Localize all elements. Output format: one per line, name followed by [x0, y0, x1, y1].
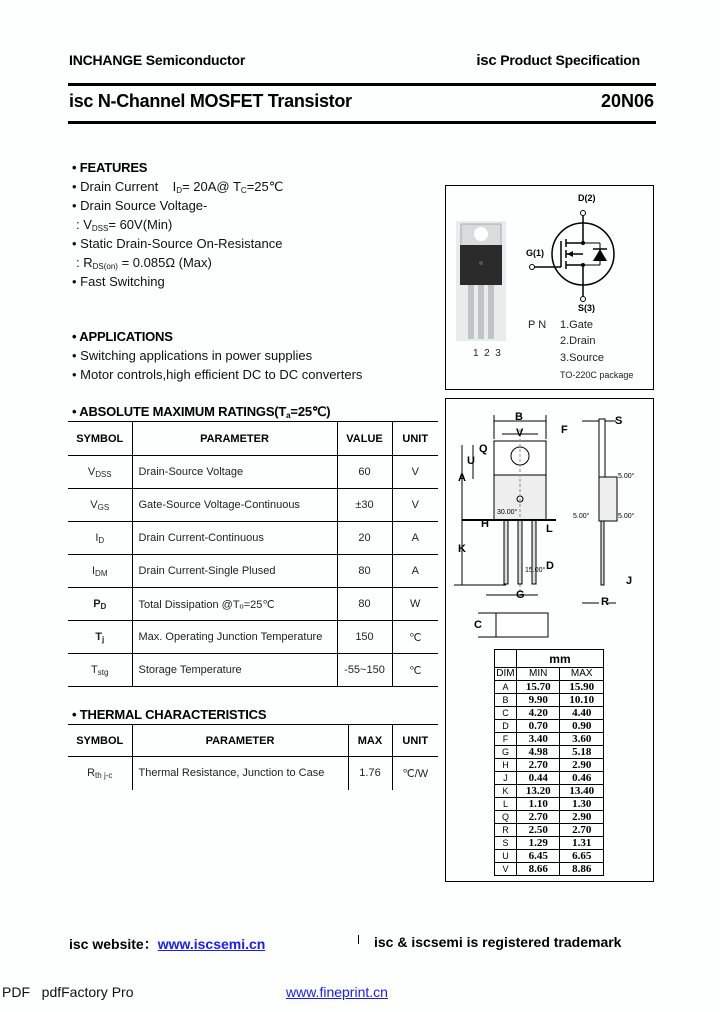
features-title: • FEATURES: [72, 160, 148, 175]
feature-drain-source-voltage: • Drain Source Voltage-: [72, 198, 208, 213]
angle-label: 30.00°: [497, 509, 518, 516]
pn-label: P N: [528, 319, 547, 331]
dim-label-b: B: [515, 411, 523, 423]
symbol-cell: $I_D$: [68, 522, 132, 555]
source-label: S(3): [578, 303, 596, 313]
symbol-cell: $V_{DSS}$: [68, 456, 132, 489]
dims-unit-row: [495, 650, 604, 668]
col-max: MAX: [560, 668, 604, 681]
value-cell: 150: [337, 621, 392, 654]
col-unit: UNIT: [392, 725, 438, 757]
col-symbol: SYMBOL: [68, 725, 132, 757]
spec-label: Product Specification: [500, 52, 640, 68]
package-outline-drawing: [446, 399, 653, 644]
package-label: TO-220C package: [560, 370, 634, 380]
feature-vdss: : $V_{DSS}= 60V(Min)$: [76, 217, 173, 233]
unit-cell: ℃: [392, 621, 438, 654]
value-cell: ±30: [337, 489, 392, 522]
dims-row: Q 2.70 2.90: [495, 811, 604, 824]
fineprint-link[interactable]: www.fineprint.cn: [286, 984, 388, 1000]
website-line: [69, 934, 265, 954]
symbol-cell: $P_D$: [68, 588, 132, 621]
header-rule-bottom: [68, 121, 656, 124]
value-cell: 60: [337, 456, 392, 489]
trademark-note: isc & iscsemi is registered trademark: [374, 934, 622, 950]
value-cell: 20: [337, 522, 392, 555]
pin-gate: 1.Gate: [560, 319, 594, 331]
dims-row: S 1.29 1.31: [495, 837, 604, 850]
symbol-cell: $I_{DM}$: [68, 555, 132, 588]
dims-row: H 2.70 2.90: [495, 759, 604, 772]
thermal-table: [68, 724, 438, 790]
unit-cell: W: [392, 588, 438, 621]
dim-label-k: K: [458, 543, 466, 555]
feature-fast-switching: • Fast Switching: [72, 274, 165, 289]
dim-label-u: U: [467, 455, 475, 467]
dims-row: L 1.10 1.30: [495, 798, 604, 811]
parameter-cell: Drain-Source Voltage: [132, 456, 337, 489]
col-max: MAX: [348, 725, 392, 757]
feature-rds-value: : $R_{DS(on)} = 0.085\Omega$ (Max): [76, 255, 212, 271]
dims-row: R 2.50 2.70: [495, 824, 604, 837]
symbol-cell: $R_{th j-c}$: [68, 757, 132, 790]
dim-label-d: D: [546, 560, 554, 572]
value-cell: 80: [337, 555, 392, 588]
bullet-icon: •: [72, 198, 81, 213]
outline-box: [445, 398, 654, 882]
col-unit: UNIT: [392, 422, 438, 456]
parameter-cell: Total Dissipation @Tₒ=25℃: [132, 588, 337, 621]
table-row: [68, 522, 438, 555]
angle-label: 15.00°: [525, 567, 546, 574]
table-header-row: [68, 725, 438, 757]
col-parameter: PARAMETER: [132, 422, 337, 456]
symbol-cell: $T_{stg}$: [68, 654, 132, 687]
part-number: 20N06: [600, 91, 654, 111]
unit-cell: A: [392, 555, 438, 588]
col-dim: DIM: [496, 668, 515, 679]
pin-numbers: 1 2 3: [473, 348, 501, 359]
col-parameter: PARAMETER: [132, 725, 348, 757]
angle-label: 5.00°: [573, 513, 590, 520]
table-row: [68, 555, 438, 588]
header-rule-top: [68, 83, 656, 86]
table-row: [68, 588, 438, 621]
bullet-icon: •: [72, 160, 80, 175]
table-header-row: [68, 422, 438, 456]
dim-label-a: A: [458, 472, 466, 484]
dims-header-row: [495, 668, 604, 681]
bullet-icon: •: [72, 348, 81, 363]
abs-max-table: [68, 421, 438, 687]
drain-label: D(2): [578, 193, 596, 203]
dim-label-g: G: [516, 589, 525, 601]
value-cell: -55~150: [337, 654, 392, 687]
dims-row: V 8.66 8.86: [495, 863, 604, 876]
angle-label: 5.00°: [618, 513, 635, 520]
bullet-icon: •: [72, 274, 81, 289]
transistor-photo: [456, 221, 506, 341]
product-spec-label: [476, 52, 640, 69]
parameter-cell: Max. Operating Junction Temperature: [132, 621, 337, 654]
dims-row: C 4.20 4.40: [495, 707, 604, 720]
pin-drain: 2.Drain: [560, 335, 596, 347]
table-row: [68, 621, 438, 654]
dims-row: K 13.20 13.40: [495, 785, 604, 798]
parameter-cell: Storage Temperature: [132, 654, 337, 687]
dims-row: B 9.90 10.10: [495, 694, 604, 707]
parameter-cell: Drain Current-Single Plused: [132, 555, 337, 588]
col-symbol: SYMBOL: [68, 422, 132, 456]
unit-cell: ℃: [392, 654, 438, 687]
unit-cell: ℃/W: [392, 757, 438, 790]
page-title: isc N-Channel MOSFET Transistor: [69, 91, 352, 111]
unit-cell: V: [392, 456, 438, 489]
col-value: VALUE: [337, 422, 392, 456]
dims-row: D 0.70 0.90: [495, 720, 604, 733]
bullet-icon: •: [72, 236, 81, 251]
bullet-icon: •: [72, 367, 81, 382]
website-label: isc website：: [69, 936, 158, 952]
bullet-icon: •: [72, 404, 80, 419]
applications-title: • APPLICATIONS: [72, 329, 173, 344]
unit-mm: mm: [516, 650, 603, 668]
parameter-cell: Thermal Resistance, Junction to Case: [132, 757, 348, 790]
bullet-icon: •: [72, 329, 80, 344]
unit-cell: A: [392, 522, 438, 555]
abs-max-title: • ABSOLUTE MAXIMUM $RATINGS(T_a=25℃)$: [72, 404, 331, 420]
separator-mark: [358, 935, 359, 944]
col-min: MIN: [516, 668, 560, 681]
application-item: • Motor controls,high efficient DC to DC converters: [72, 367, 363, 382]
thermal-title: • THERMAL CHARACTERISTICS: [72, 707, 267, 722]
feature-drain-current: • Drain Current $I_D=$ 20A@ $T_C=25℃$: [72, 179, 284, 195]
max-cell: 1.76: [348, 757, 392, 790]
table-row: [68, 654, 438, 687]
table-row: [68, 456, 438, 489]
pinout-box: [445, 185, 654, 390]
dim-label-r: R: [601, 596, 609, 608]
parameter-cell: Gate-Source Voltage-Continuous: [132, 489, 337, 522]
dims-row: A 15.70 15.90: [495, 681, 604, 694]
table-row: [68, 757, 438, 790]
angle-label: 5.00°: [618, 473, 635, 480]
bullet-icon: •: [72, 707, 80, 722]
dims-row: J 0.44 0.46: [495, 772, 604, 785]
unit-cell: V: [392, 489, 438, 522]
dim-label-s: S: [615, 415, 623, 427]
dims-row: U 6.45 6.65: [495, 850, 604, 863]
dim-label-l: L: [546, 523, 553, 535]
dim-label-c: C: [474, 619, 482, 631]
website-link[interactable]: www.iscsemi.cn: [157, 936, 266, 952]
dims-row: G 4.98 5.18: [495, 746, 604, 759]
dim-label-v: V: [516, 427, 524, 439]
dimensions-table: [494, 649, 604, 876]
dim-label-f: F: [561, 424, 568, 436]
bullet-icon: •: [72, 179, 81, 194]
parameter-cell: Drain Current-Continuous: [132, 522, 337, 555]
dim-label-j: J: [626, 575, 633, 587]
application-item: • Switching applications in power supplies: [72, 348, 313, 363]
symbol-cell: $T_j$: [68, 621, 132, 654]
dim-label-q: Q: [479, 443, 488, 455]
pdffactory-watermark: PDF pdfFactory Pro: [2, 984, 134, 1000]
company-name: INCHANGE Semiconductor: [69, 52, 246, 68]
symbol-cell: $V_{GS}$: [68, 489, 132, 522]
table-row: [68, 489, 438, 522]
value-cell: 80: [337, 588, 392, 621]
mosfet-symbol: [526, 191, 646, 316]
dims-row: F 3.40 3.60: [495, 733, 604, 746]
isc-prefix: isc: [476, 52, 497, 69]
feature-static-rds: • Static Drain-Source On-Resistance: [72, 236, 283, 251]
gate-label: G(1): [526, 248, 544, 258]
pin-source: 3.Source: [560, 352, 605, 364]
dim-label-h: H: [481, 518, 489, 530]
